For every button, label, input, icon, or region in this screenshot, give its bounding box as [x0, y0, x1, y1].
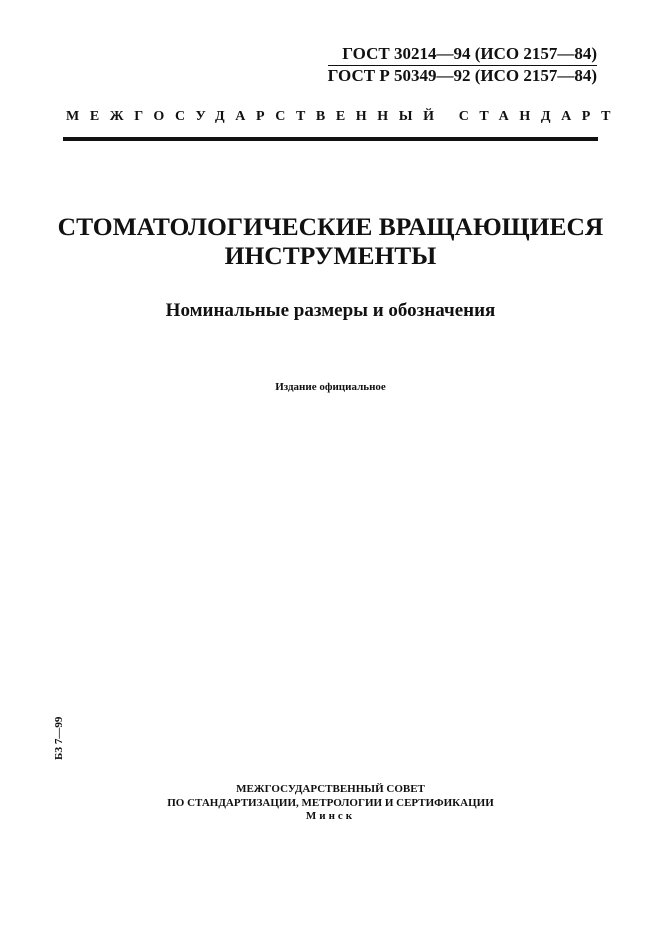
publisher-line-2: ПО СТАНДАРТИЗАЦИИ, МЕТРОЛОГИИ И СЕРТИФИКАЦИИ	[167, 796, 494, 809]
catalog-code: БЗ 7—99	[53, 716, 65, 760]
document-title	[40, 212, 621, 270]
edition-note: Издание официальное	[275, 381, 386, 393]
designation-gost-r: ГОСТ Р 50349—92 (ИСО 2157—84)	[327, 66, 597, 85]
standard-designation	[328, 44, 597, 86]
document-subtitle: Номинальные размеры и обозначения	[165, 300, 496, 321]
publisher-block	[40, 783, 621, 824]
standard-type-label: МЕЖГОСУДАРСТВЕННЫЙ СТАНДАРТ	[66, 109, 622, 124]
title-line-1: СТОМАТОЛОГИЧЕСКИЕ ВРАЩАЮЩИЕСЯ	[57, 212, 604, 241]
header-divider	[63, 137, 598, 141]
title-line-2: ИНСТРУМЕНТЫ	[224, 241, 437, 270]
publisher-city: Минск	[305, 810, 356, 822]
publisher-line-1: МЕЖГОСУДАРСТВЕННЫЙ СОВЕТ	[236, 783, 425, 795]
designation-gost: ГОСТ 30214—94 (ИСО 2157—84)	[328, 44, 597, 66]
